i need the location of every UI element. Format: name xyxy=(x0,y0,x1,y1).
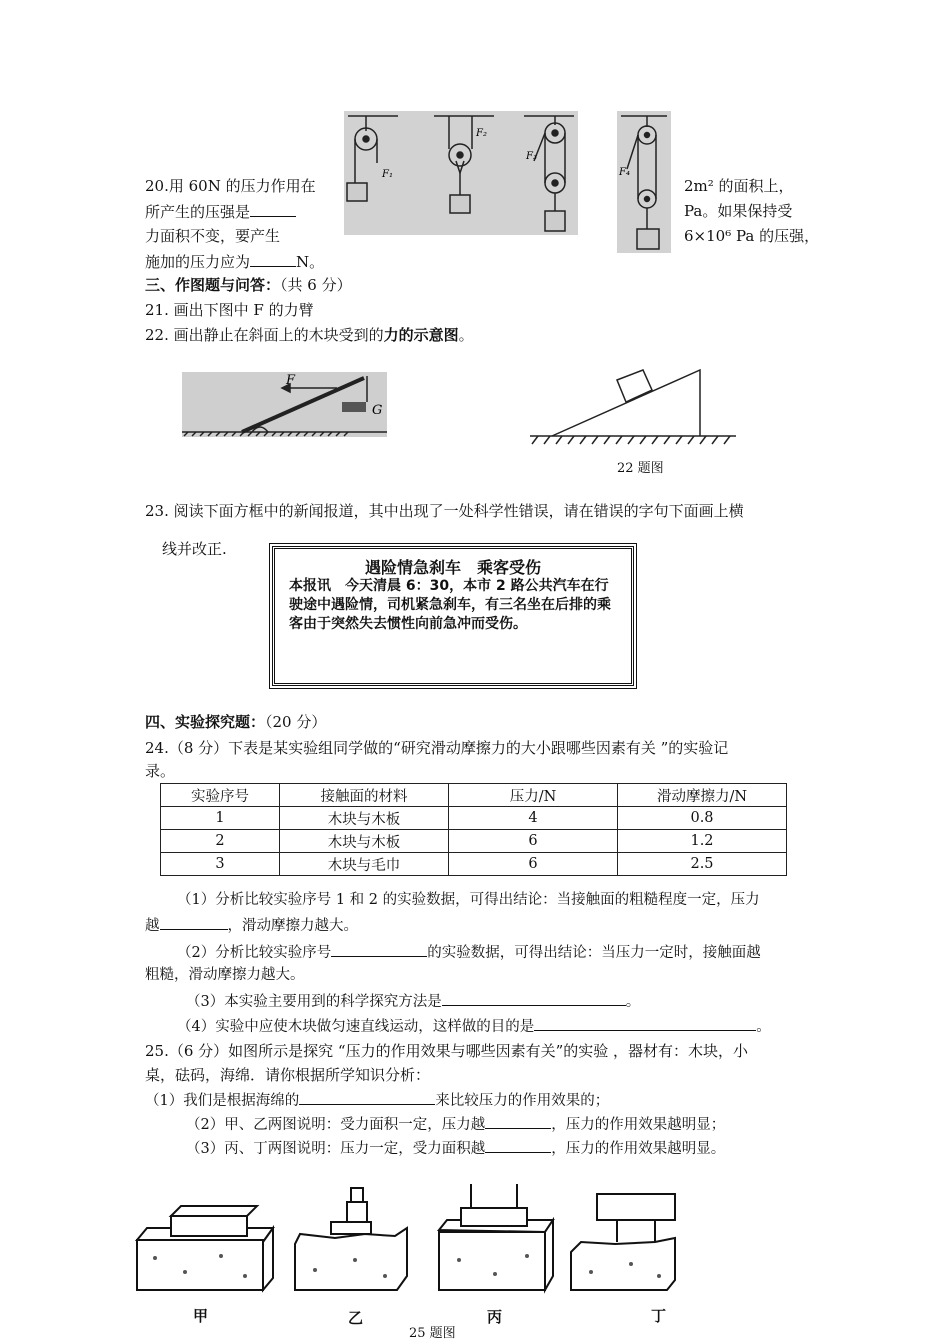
q24-p1-line2: 越 ，滑动摩擦力越大。 xyxy=(145,913,358,937)
q24-p2-line2: 粗糙，滑动摩擦力越大。 xyxy=(145,967,305,983)
table-cell: 3 xyxy=(161,853,280,876)
section3-heading: 三、作图题与问答：（共 6 分） xyxy=(145,276,352,294)
incline-diagram-svg xyxy=(530,368,740,453)
pulley-label-f3: F₃ xyxy=(526,151,537,162)
lever-diagram-svg xyxy=(182,372,387,437)
q23-line1: 23. 阅读下面方框中的新闻报道，其中出现了一处科学性错误，请在错误的字句下面画上横 xyxy=(145,502,744,520)
table-cell: 6 xyxy=(449,830,618,853)
table-cell: 1.2 xyxy=(618,830,787,853)
table-cell: 6 xyxy=(449,853,618,876)
q25-line2: 桌，砝码，海绵．请你根据所学知识分析： xyxy=(145,1066,431,1084)
pulley-label-f2: F₂ xyxy=(476,128,487,139)
table-cell: 0.8 xyxy=(618,807,787,830)
table-header: 接触面的材料 xyxy=(280,784,449,807)
section4-heading: 四、实验探究题：（20 分） xyxy=(145,713,327,731)
q20-line2-right: Pa。如果保持受 xyxy=(684,202,793,220)
q24-blank3[interactable] xyxy=(442,989,626,1006)
pulley-diagram-svg-2 xyxy=(617,111,671,253)
table-cell: 1 xyxy=(161,807,280,830)
table-cell: 木块与毛巾 xyxy=(280,853,449,876)
q24-line2: 录。 xyxy=(145,762,176,780)
sponge-diagram-svg xyxy=(135,1180,685,1300)
q24-p4: （4）实验中应使木块做匀速直线运动，这样做的目的是 。 xyxy=(177,1014,771,1038)
table-header: 压力/N xyxy=(449,784,618,807)
fig25-label-bing: 丙 xyxy=(487,1308,503,1326)
q23-line2: 线并改正. xyxy=(162,540,227,558)
q25-blank2[interactable] xyxy=(485,1112,551,1129)
q24-blank2[interactable] xyxy=(331,940,427,957)
fig25-label-ding: 丁 xyxy=(651,1307,667,1325)
sponge-figures xyxy=(135,1180,685,1300)
q20-line1-right: 2m² 的面积上， xyxy=(684,177,794,195)
q21-text: 21. 画出下图中 F 的力臂 xyxy=(145,301,314,319)
news-title: 遇险情急刹车 乘客受伤 xyxy=(364,558,541,577)
q22-text: 22. 画出静止在斜面上的木块受到的力的示意图。 xyxy=(145,326,474,344)
q25-blank3[interactable] xyxy=(485,1136,551,1153)
q20-line1-left: 20.用 60N 的压力作用在 xyxy=(145,177,316,195)
fig22-caption: 22 题图 xyxy=(617,461,664,476)
q24-p2-line1: （2）分析比较实验序号 的实验数据，可得出结论：当压力一定时，接触面越 xyxy=(177,940,761,964)
incline-figure xyxy=(530,368,740,453)
q24-p3: （3）本实验主要用到的科学探究方法是 。 xyxy=(186,989,640,1013)
q20-blank2[interactable] xyxy=(250,250,296,267)
news-body: 本报讯 今天清晨 6：30，本市 2 路公共汽车在行驶途中遇险情，司机紧急刹车，有三名坐在后排的乘客由于突然失去惯性向前急冲而受伤。 xyxy=(289,578,611,632)
lever-figure xyxy=(182,372,387,437)
experiment-table xyxy=(160,783,787,876)
pulley-diagram-svg xyxy=(344,111,578,235)
q20-line3-right: 6×10⁶ Pa 的压强， xyxy=(684,227,820,245)
table-cell: 2 xyxy=(161,830,280,853)
fig25-label-jia: 甲 xyxy=(193,1307,209,1325)
q24-blank1[interactable] xyxy=(160,913,228,930)
news-box xyxy=(272,546,634,686)
fig25-label-yi: 乙 xyxy=(348,1309,364,1327)
q20-line3-left: 力面积不变，要产生 xyxy=(145,227,281,245)
q25-p3: （3）丙、丁两图说明：压力一定，受力面积越 ，压力的作用效果越明显。 xyxy=(186,1136,725,1160)
q20-blank1[interactable] xyxy=(250,200,296,217)
table-header: 实验序号 xyxy=(161,784,280,807)
table-header-row xyxy=(161,784,787,807)
q25-line1: 25.（6 分）如图所示是探究 “压力的作用效果与哪些因素有关”的实验 ，器材有：木块，小 xyxy=(145,1042,749,1060)
pulley-figure-left xyxy=(344,111,578,235)
q20-line2-left: 所产生的压强是 xyxy=(145,200,296,223)
pulley-label-f4: F₄ xyxy=(619,167,630,178)
q25-p2: （2）甲、乙两图说明：受力面积一定，压力越 ，压力的作用效果越明显； xyxy=(186,1112,725,1136)
fig25-caption: 25 题图 xyxy=(409,1326,456,1341)
table-row xyxy=(161,853,787,876)
pulley-label-f1: F₁ xyxy=(382,169,393,180)
lever-label-f: F xyxy=(286,373,296,388)
table-cell: 木块与木板 xyxy=(280,830,449,853)
table-row xyxy=(161,807,787,830)
q24-line1: 24.（8 分）下表是某实验组同学做的“研究滑动摩擦力的大小跟哪些因素有关 ”的实验记 xyxy=(145,739,729,757)
pulley-figure-right xyxy=(617,111,671,253)
lever-label-g: G xyxy=(372,403,383,418)
q25-p1: （1）我们是根据海绵的 来比较压力的作用效果的； xyxy=(145,1088,609,1112)
q24-blank4[interactable] xyxy=(534,1014,756,1031)
q24-p1-line1: （1）分析比较实验序号 1 和 2 的实验数据，可得出结论：当接触面的粗糙程度一定，压力 xyxy=(177,892,760,908)
table-row xyxy=(161,830,787,853)
table-cell: 2.5 xyxy=(618,853,787,876)
table-cell: 4 xyxy=(449,807,618,830)
q25-blank1[interactable] xyxy=(299,1088,435,1105)
table-cell: 木块与木板 xyxy=(280,807,449,830)
table-header: 滑动摩擦力/N xyxy=(618,784,787,807)
q20-line4-left: 施加的压力应为 N。 xyxy=(145,250,324,273)
